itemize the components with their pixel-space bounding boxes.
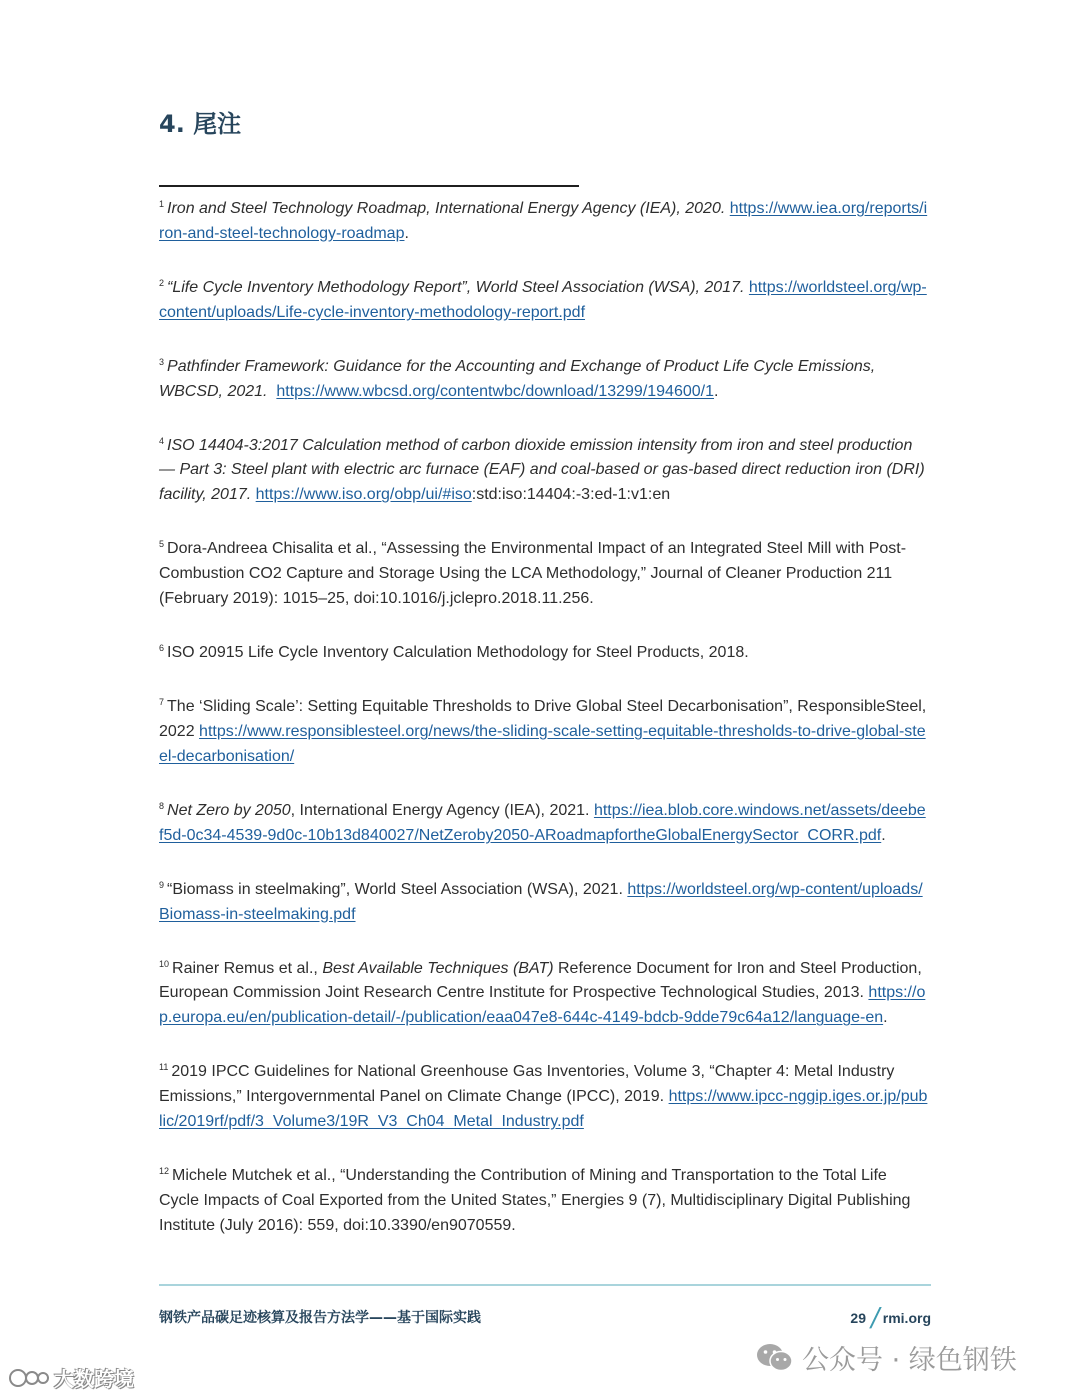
wechat-icon (756, 1342, 794, 1374)
footnote-after: . (714, 382, 719, 400)
corner-watermark-text: 大数跨境 (54, 1367, 134, 1391)
footnote-link[interactable]: https://iea.blob.core.windows.net/assets/deebef5d-0c34-4539-9d0c-10b13d840027/NetZeroby2050-ARoadmapfortheGlobalEnergySector_CORR.pdf (159, 801, 926, 844)
footnote-number: 5 (159, 539, 165, 550)
footnote-list (159, 192, 929, 1263)
corner-watermark (8, 1363, 134, 1392)
logo-icon (8, 1366, 50, 1390)
footnote-text: “Biomass in steelmaking”, World Steel Association (WSA), 2021. (167, 880, 623, 898)
footnote-link[interactable]: https://www.iea.org/reports/iron-and-steel-technology-roadmap (159, 200, 928, 242)
footnote-1 (159, 192, 929, 247)
footnote-link[interactable]: https://op.europa.eu/en/publication-detail/-/publication/eaa047e8-644c-4149-bdcb-9dde79c64a12/language-en (159, 984, 926, 1027)
footnote-text: ISO 14404-3:2017 Calculation method of carbon dioxide emission intensity from iron and steel production — Part 3: Steel plant with electric arc furnace (EAF) and coal-based or gas-based direct reduction iron (DRI) facility, 2017. (159, 436, 925, 504)
footnote-text: Pathfinder Framework: Guidance for the Accounting and Exchange of Product Life Cycle Emissions, WBCSD, 2021. (159, 357, 876, 400)
footnote-number: 3 (159, 356, 165, 367)
footnote-divider (159, 185, 579, 187)
page-number: 29 (850, 1310, 866, 1326)
footer-document-title: 钢铁产品碳足迹核算及报告方法学——基于国际实践 (159, 1310, 481, 1326)
footnote-text: Michele Mutchek et al., “Understanding the Contribution of Mining and Transportation to the Total Life Cycle Impacts of Coal Exported from the United States,” Energies 9 (7), Multidisciplinary Digital Publishing Institute (July 2016): 559, doi:10.3390/en9070559. (159, 1166, 911, 1234)
footnote-number: 11 (159, 1062, 169, 1073)
footnote-text: Iron and Steel Technology Roadmap, International Energy Agency (IEA), 2020. (167, 200, 726, 217)
footnote-link[interactable]: https://www.responsiblesteel.org/news/the-sliding-scale-setting-equitable-thresholds-to-drive-global-steel-decarbonisation/ (159, 722, 926, 765)
footnote-title: Net Zero by 2050 (167, 801, 291, 819)
footnote-after: . (404, 224, 409, 242)
footnote-text: Dora-Andreea Chisalita et al., “Assessing the Environmental Impact of an Integrated Steel Mill with Post-Combustion CO2 Capture and Storage Using the LCA Methodology,” Journal of Cleaner Production 211 (February 2019): 1015–25, doi:10.1016/j.jclepro.2018.11.256. (159, 540, 907, 607)
footnote-number: 1 (159, 199, 165, 209)
section-heading: 4. 尾注 (159, 110, 242, 138)
footer-divider (159, 1284, 931, 1286)
footer-site: rmi.org (882, 1310, 931, 1326)
footnote-after: . (883, 1009, 888, 1027)
footnote-text: , International Energy Agency (IEA), 2021. (290, 801, 590, 819)
footnote-number: 10 (159, 958, 170, 969)
footnote-link[interactable]: https://worldsteel.org/wp-content/uploads/Life-cycle-inventory-methodology-report.pdf (159, 278, 927, 321)
footnote-12 (159, 1159, 929, 1238)
footnote-number: 2 (159, 277, 165, 288)
footnote-after: . (881, 826, 886, 844)
footnote-after: :std:iso:14404:-3:ed-1:v1:en (471, 486, 671, 504)
footnote-2 (159, 271, 929, 326)
slash-divider-icon: / (868, 1303, 883, 1333)
footnote-text: “Life Cycle Inventory Methodology Report”, World Steel Association (WSA), 2017. (167, 278, 745, 296)
footnote-text: Reference Document for Iron and Steel Production, European Commission Joint Research Centre Institute for Prospective Technological Studies, 2013. (159, 959, 922, 1002)
footnote-number: 9 (159, 879, 165, 890)
footnote-number: 8 (159, 800, 165, 811)
footnote-8 (159, 794, 929, 849)
footnote-10 (159, 952, 929, 1031)
footnote-text: 2019 IPCC Guidelines for National Greenhouse Gas Inventories, Volume 3, “Chapter 4: Metal Industry Emissions,” Intergovernmental Panel on Climate Change (IPCC), 2019. (159, 1063, 895, 1106)
footnote-9 (159, 873, 929, 928)
footnote-4 (159, 429, 929, 508)
footer-page-info (850, 1303, 931, 1333)
footnote-title: Best Available Techniques (BAT) (322, 959, 554, 977)
footnote-5 (159, 532, 929, 611)
footnote-author: Rainer Remus et al., (172, 959, 318, 977)
footnote-link[interactable]: https://www.ipcc-nggip.iges.or.jp/public/2019rf/pdf/3_Volume3/19R_V3_Ch04_Metal_Industry.pdf (159, 1088, 928, 1130)
footnote-text: ISO 20915 Life Cycle Inventory Calculation Methodology for Steel Products, 2018. (167, 644, 749, 662)
footnote-3 (159, 350, 929, 405)
footnote-link[interactable]: https://worldsteel.org/wp-content/uploads/Biomass-in-steelmaking.pdf (159, 880, 923, 923)
footnote-text: The ‘Sliding Scale’: Setting Equitable Thresholds to Drive Global Steel Decarbonisation”, ResponsibleSteel, 2022 (159, 698, 927, 740)
footnote-link[interactable]: https://www.wbcsd.org/contentwbc/download/13299/194600/1 (276, 382, 714, 400)
footnote-link[interactable]: https://www.iso.org/obp/ui/#iso (255, 486, 472, 504)
wechat-watermark (756, 1338, 1017, 1377)
wechat-watermark-text: 公众号 · 绿色钢铁 (802, 1345, 1017, 1376)
footnote-number: 12 (159, 1165, 170, 1176)
footnote-number: 4 (159, 435, 165, 446)
footnote-number: 6 (159, 643, 165, 654)
footnote-7 (159, 690, 929, 769)
footnote-number: 7 (159, 697, 165, 708)
footnote-11 (159, 1055, 929, 1134)
footnote-6 (159, 636, 929, 666)
